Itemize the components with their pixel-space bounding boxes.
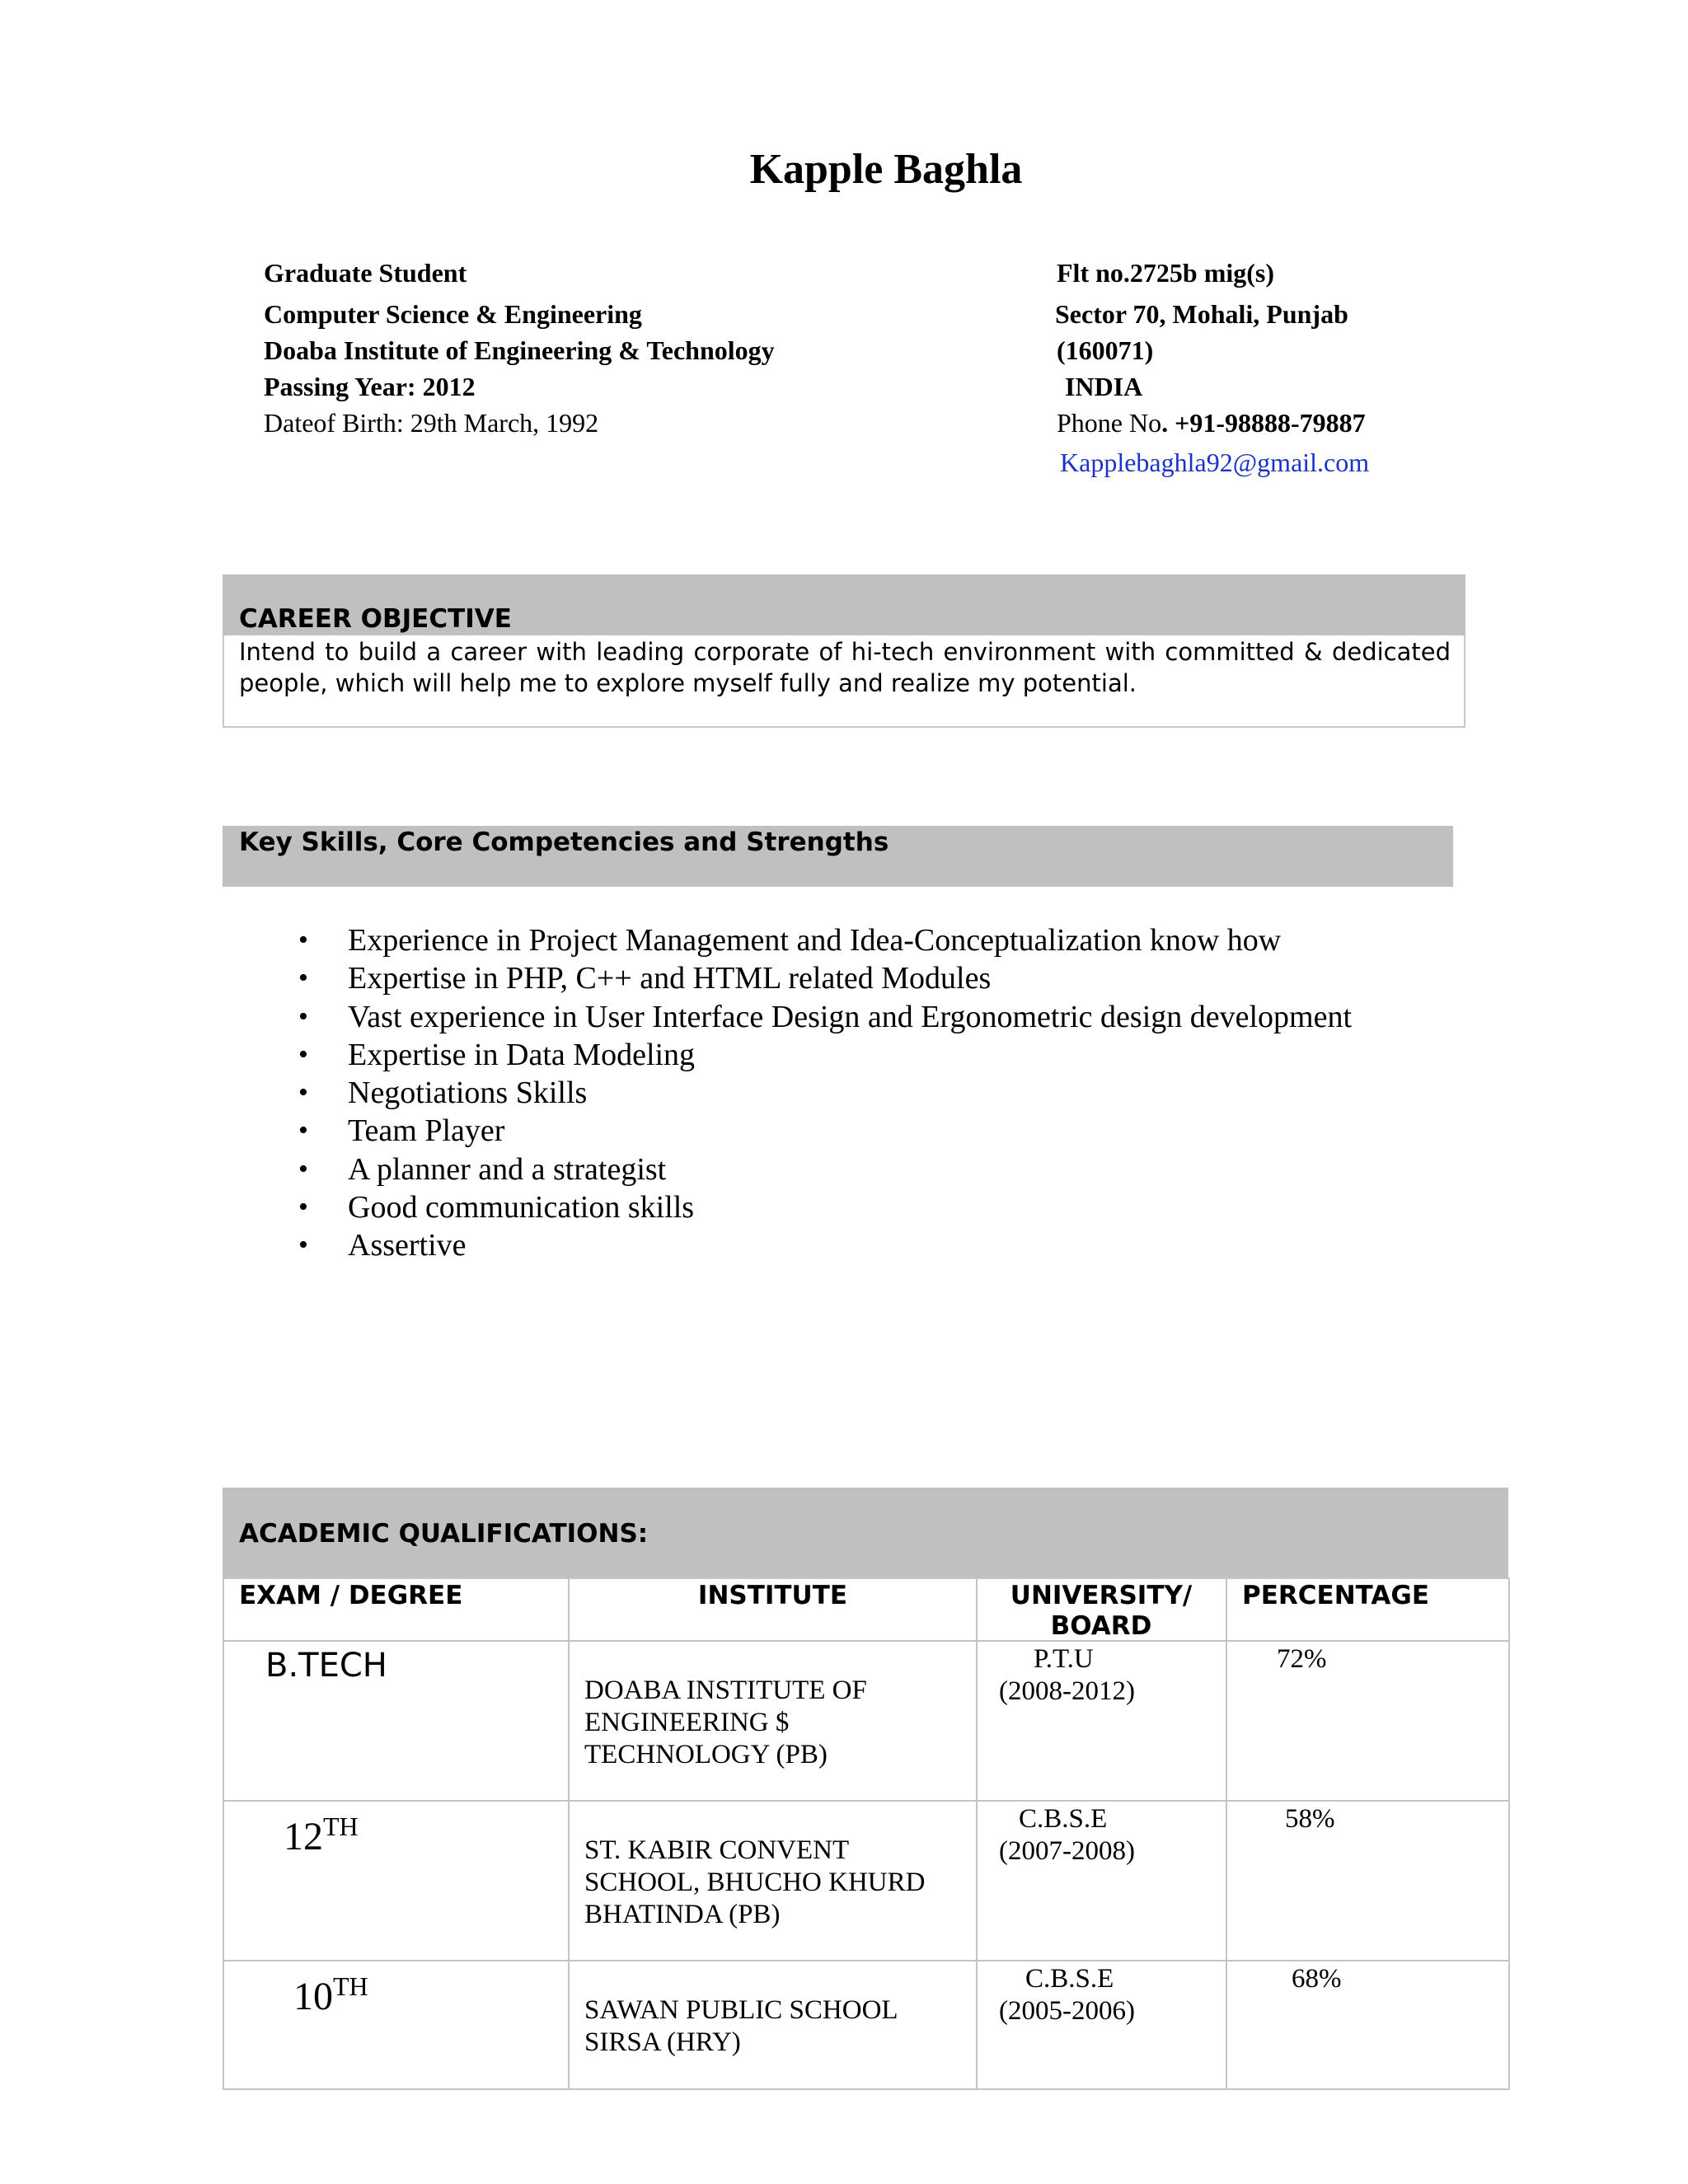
- percentage-cell: 68%: [1226, 1961, 1509, 2089]
- institute-cell: ST. KABIR CONVENT SCHOOL, BHUCHO KHURD BHATINDA (PB): [569, 1801, 977, 1961]
- career-objective-header: [223, 574, 1465, 635]
- address-sector: Sector 70, Mohali, Punjab: [1055, 299, 1348, 329]
- col-header-board: UNIVERSITY/ BOARD: [977, 1578, 1226, 1641]
- list-item: • Expertise in Data Modeling: [0, 1036, 1352, 1074]
- passing-year-line: Passing Year: 2012: [264, 372, 476, 401]
- institute-line: Doaba Institute of Engineering & Technology: [264, 335, 775, 365]
- branch-line: Computer Science & Engineering: [264, 299, 642, 329]
- career-objective-title: CAREER OBJECTIVE: [239, 604, 512, 634]
- skills-title: Key Skills, Core Competencies and Strengths: [239, 827, 889, 857]
- skills-list: [0, 921, 1352, 1265]
- exam-cell: B.TECH: [223, 1641, 569, 1801]
- col-header-exam: EXAM / DEGREE: [223, 1578, 569, 1641]
- board-cell: C.B.S.E (2007-2008): [977, 1801, 1226, 1961]
- list-item: • Negotiations Skills: [0, 1074, 1352, 1112]
- table-header-row: [223, 1578, 1509, 1641]
- table-row: [223, 1801, 1509, 1961]
- skills-header: [223, 826, 1453, 887]
- list-item: • Expertise in PHP, C++ and HTML related Modules: [0, 959, 1352, 997]
- academic-title: ACADEMIC QUALIFICATIONS:: [239, 1519, 649, 1549]
- academic-table: [223, 1577, 1510, 2090]
- table-row: [223, 1641, 1509, 1801]
- list-item: • Good communication skills: [0, 1188, 1352, 1226]
- board-cell: C.B.S.E (2005-2006): [977, 1961, 1226, 2089]
- percentage-cell: 72%: [1226, 1641, 1509, 1801]
- institute-cell: DOABA INSTITUTE OF ENGINEERING $ TECHNOLOGY (PB): [569, 1641, 977, 1801]
- list-item: • Vast experience in User Interface Design and Ergonometric design development: [0, 998, 1352, 1036]
- email-link[interactable]: Kapplebaghla92@gmail.com: [1060, 448, 1370, 477]
- exam-cell: 10TH: [223, 1961, 569, 2089]
- table-row: [223, 1961, 1509, 2089]
- address-flat: Flt no.2725b mig(s): [1057, 258, 1274, 288]
- address-pin: (160071): [1057, 335, 1154, 365]
- list-item: • Experience in Project Management and Idea-Conceptualization know how: [0, 921, 1352, 959]
- list-item: • Team Player: [0, 1112, 1352, 1150]
- address-country: INDIA: [1065, 372, 1143, 401]
- board-cell: P.T.U (2008-2012): [977, 1641, 1226, 1801]
- status-line: Graduate Student: [264, 258, 467, 288]
- career-objective-text: Intend to build a career with leading corporate of hi-tech environment with committed & dedicated people, which will help me to explore myself fully and realize my potential.: [239, 638, 1451, 697]
- phone-label: Phone No: [1057, 408, 1162, 438]
- percentage-cell: 58%: [1226, 1801, 1509, 1961]
- col-header-institute: INSTITUTE: [569, 1578, 977, 1641]
- list-item: • A planner and a strategist: [0, 1151, 1352, 1188]
- dob-line: Dateof Birth: 29th March, 1992: [264, 408, 599, 438]
- col-header-percentage: PERCENTAGE: [1226, 1578, 1509, 1641]
- candidate-name: Kapple Baghla: [749, 146, 1023, 193]
- exam-cell: 12TH: [223, 1801, 569, 1961]
- academic-header: [223, 1488, 1508, 1578]
- phone-line: [1057, 405, 1366, 441]
- institute-cell: SAWAN PUBLIC SCHOOL SIRSA (HRY): [569, 1961, 977, 2089]
- list-item: • Assertive: [0, 1226, 1352, 1264]
- phone-number: . +91-98888-79887: [1161, 408, 1366, 438]
